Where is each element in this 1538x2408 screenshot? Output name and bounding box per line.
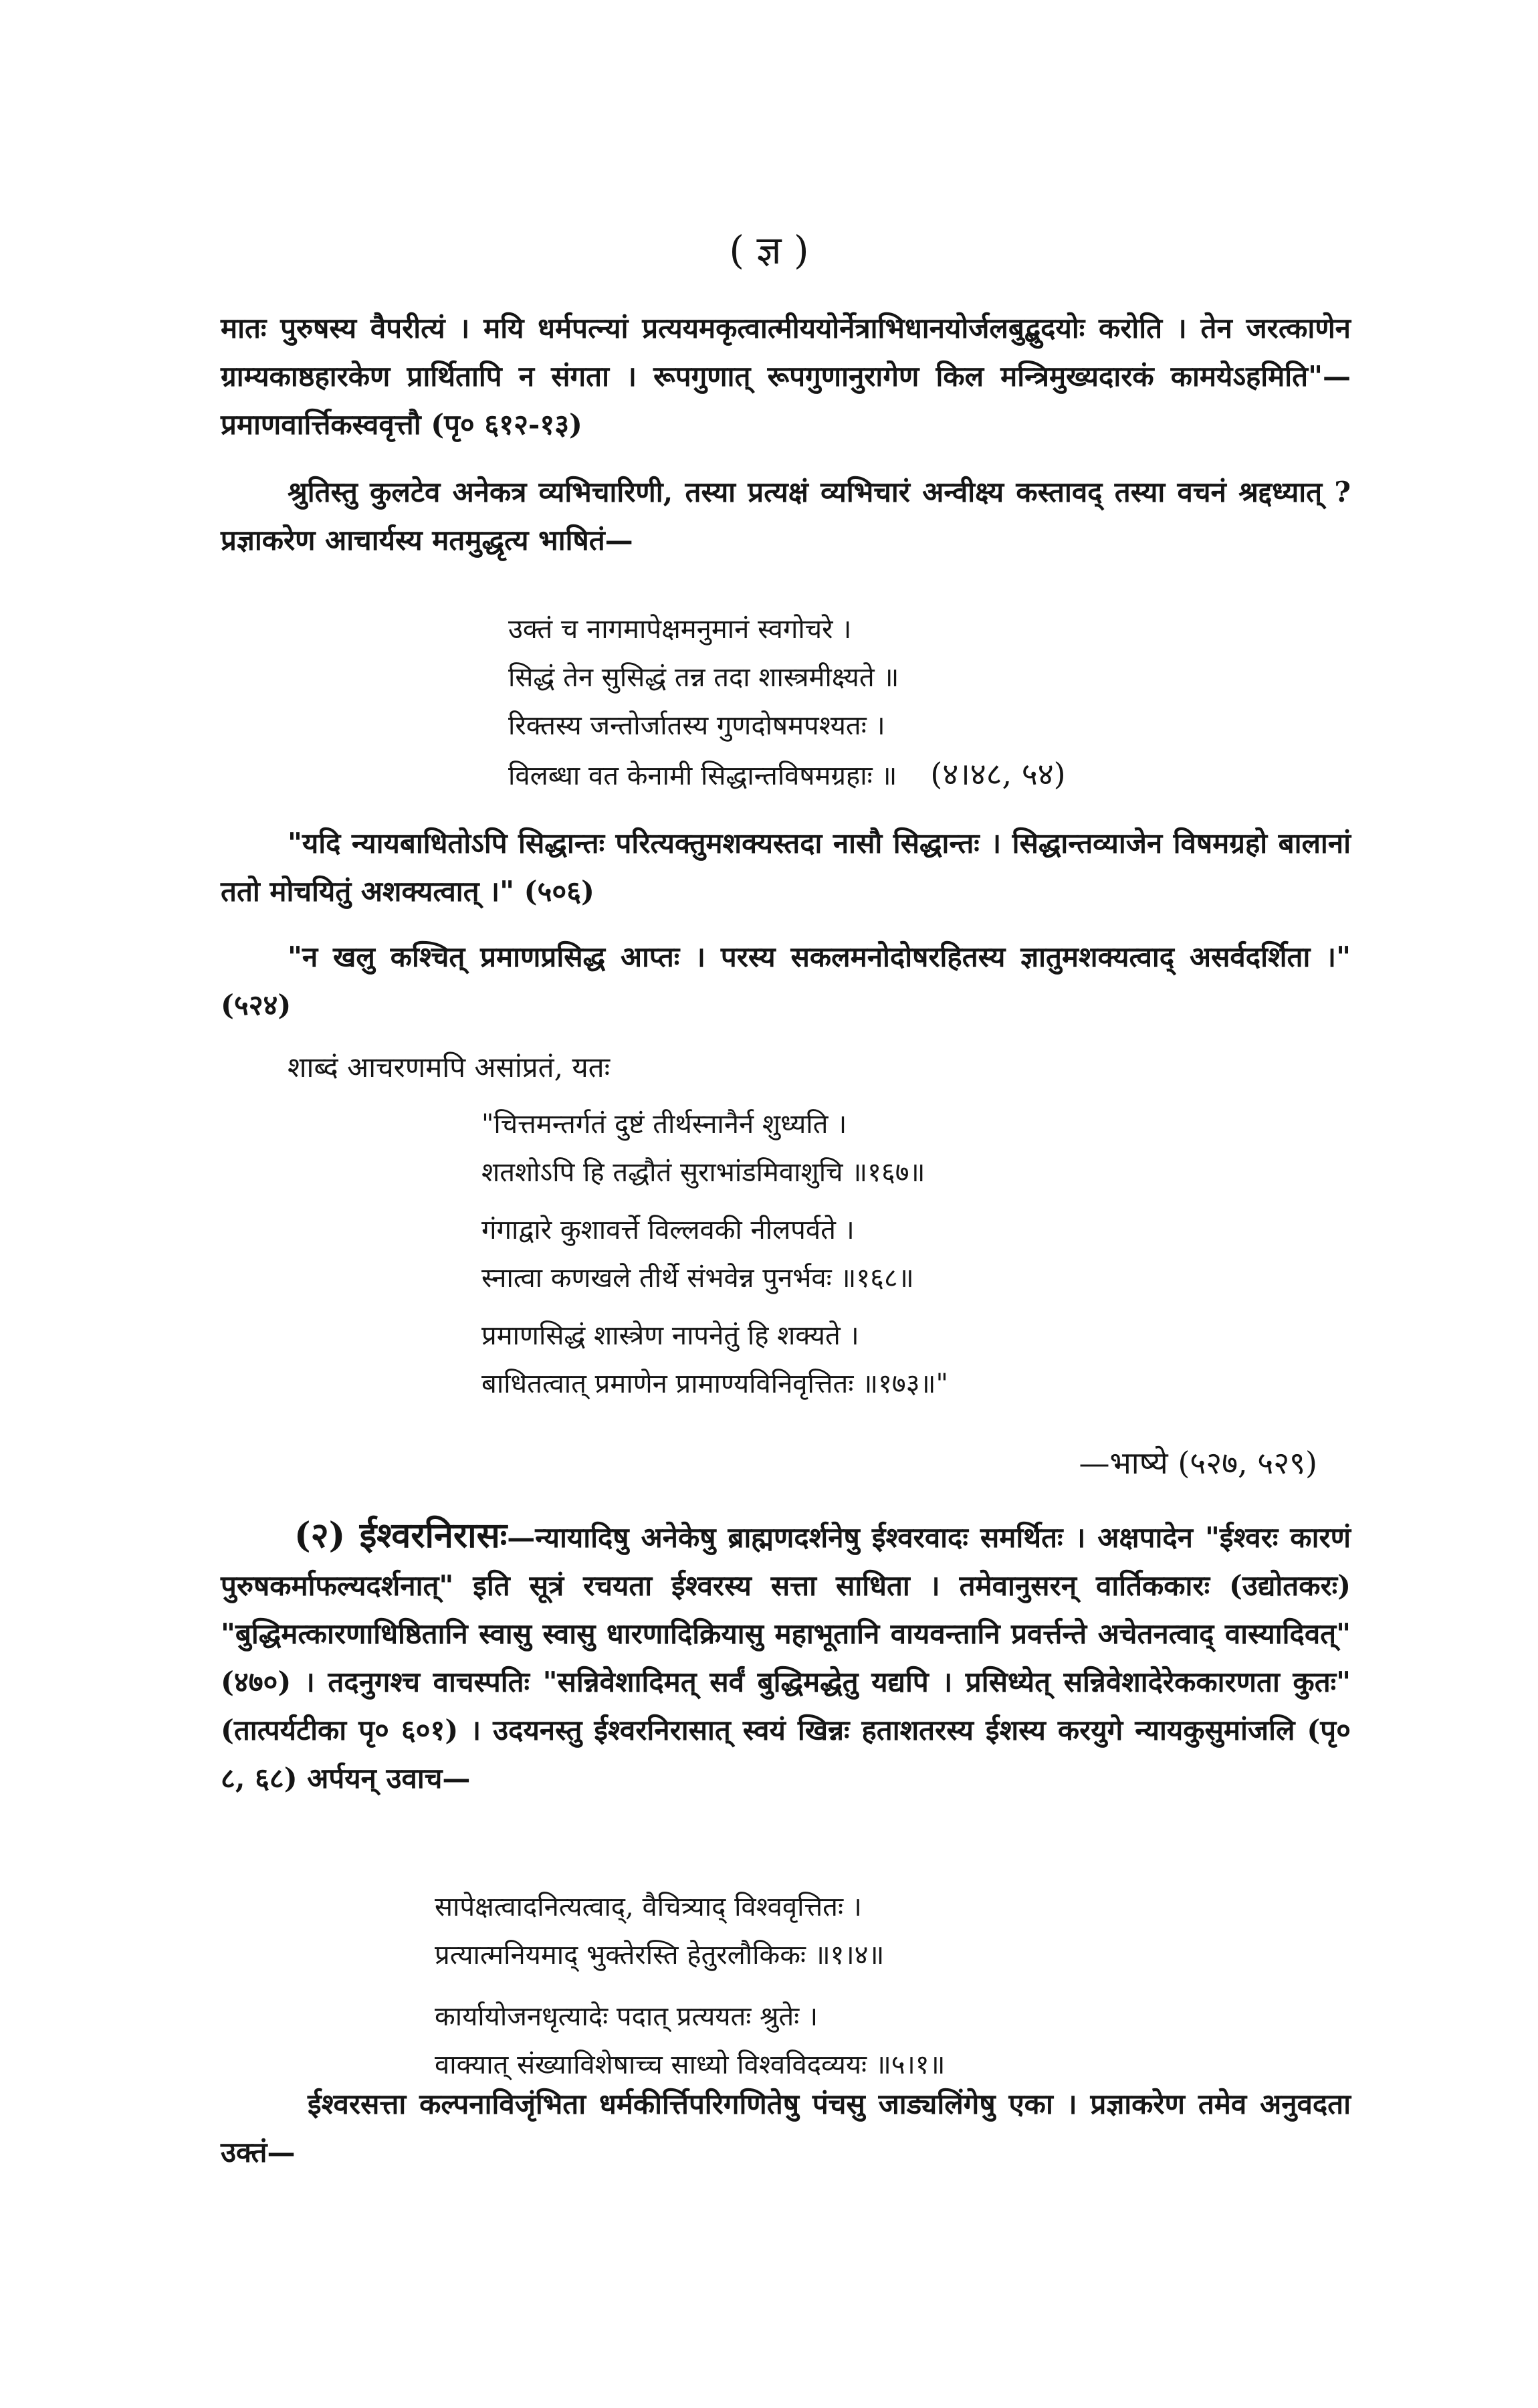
- page-number: ( ज्ञ ): [729, 227, 809, 273]
- verse-line: शतशोऽपि हि तद्धौतं सुराभांडमिवाशुचि ॥१६७॥: [481, 1157, 925, 1188]
- verse-line: प्रत्यात्मनियमाद् भुक्तेरस्ति हेतुरलौकिकः ॥१।४॥: [435, 1940, 885, 1971]
- paragraph-text: शाब्दं आचरणमपि असांप्रतं, यतः: [288, 1051, 611, 1084]
- verse-line: स्नात्वा कणखले तीर्थे संभवेन्न पुनर्भवः ॥१६८॥: [481, 1263, 914, 1294]
- paragraph-apta-quote: [221, 933, 1351, 1029]
- paragraph-nyaya-quote: [221, 819, 1351, 916]
- verse-line: बाधितत्वात् प्रमाणेन प्रामाण्यविनिवृत्तितः ॥१७३॥": [481, 1369, 948, 1399]
- verse-line: प्रमाणसिद्धं शास्त्रेण नापनेतुं हि शक्यते ।: [481, 1320, 859, 1351]
- verse-reference: (४।४८, ५४): [930, 756, 1066, 792]
- verse-line: वाक्यात् संख्याविशेषाच्च साध्यो विश्वविदव्ययः ॥५।१॥: [435, 2049, 946, 2080]
- section-ishvara-nirasa: [221, 1512, 1351, 1803]
- verse-block-bhashya: [481, 1100, 948, 1408]
- paragraph-lead-in: [221, 1043, 1351, 1092]
- paragraph-text: श्रुतिस्तु कुलटेव अनेकत्र व्यभिचारिणी, तस्या प्रत्यक्षं व्यभिचारं अन्वीक्ष्य कस्तावद् तस्या वचनं श्रद्दध्यात् ? प्रज्ञाकरेण आचार्यस्य मतमुद्धृत्य भाषितं—: [221, 476, 1351, 557]
- verse-block-nyayakusumanjali: [435, 1883, 946, 2089]
- verse-line: उक्तं च नागमापेक्षमनुमानं स्वगोचरे ।: [508, 614, 852, 645]
- paragraph-text: ईश्वरसत्ता कल्पनाविजृंभिता धर्मकीर्त्तिपरिगणितेषु पंचसु जाड्यलिंगेषु एका । प्रज्ञाकरेण तमेव अनुवदता उक्तं—: [221, 2088, 1351, 2169]
- verse-line: "चित्तमन्तर्गतं दुष्टं तीर्थस्नानैर्न शुध्यति ।: [481, 1109, 847, 1140]
- verse-line: कार्यायोजनधृत्यादेः पदात् प्रत्ययतः श्रुतेः ।: [435, 2001, 818, 2032]
- paragraph-text: "न खलु कश्चित् प्रमाणप्रसिद्ध आप्तः । परस्य सकलमनोदोषरहितस्य ज्ञातुमशक्यत्वाद् असर्वदर्शिता ।" (५२४): [221, 940, 1351, 1021]
- verse-line: विलब्धा वत केनामी सिद्धान्तविषमग्रहाः ॥ (४।४८, ५४): [508, 750, 1066, 800]
- paragraph-shruti: [221, 468, 1351, 565]
- verse-line: सापेक्षत्वादनित्यत्वाद्, वैचित्र्याद् विश्ववृत्तितः ।: [435, 1892, 862, 1922]
- paragraph-text: "यदि न्यायबाधितोऽपि सिद्धान्तः परित्यक्तुमशक्यस्तदा नासौ सिद्धान्तः । सिद्धान्तव्याजेन विषमग्रहो बालानां ततो मोचयितुं अशक्यत्वात् ।" (५०६): [221, 827, 1351, 908]
- verse-line: गंगाद्वारे कुशावर्त्ते विल्लवकी नीलपर्वते ।: [481, 1215, 855, 1245]
- paragraph-ishvara-satta: [221, 2080, 1351, 2177]
- verse-line: रिक्तस्य जन्तोर्जातस्य गुणदोषमपश्यतः ।: [508, 710, 885, 741]
- verse-block-pramanavarttika: [508, 605, 1066, 800]
- section-text: —न्यायादिषु अनेकेषु ब्राह्मणदर्शनेषु ईश्वरवादः समर्थितः । अक्षपादेन "ईश्वरः कारणं पुरुषकर्माफल्यदर्शनात्" इति सूत्रं रचयता ईश्वरस्य सत्ता साधिता । तमेवानुसरन् वार्तिककारः (उद्योतकरः) "बुद्धिमत्कारणाधिष्ठितानि स्वासु स्वासु धारणादिक्रियासु महाभूतानि वायवन्तानि प्रवर्त्तन्ते अचेतनत्वाद् वास्यादिवत्" (४७०) । तदनुगश्च वाचस्पतिः "सन्निवेशादिमत् सर्वं बुद्धिमद्धेतु यद्यपि । प्रसिध्येत् सन्निवेशादेरेककारणता कुतः" (तात्पर्यटीका पृ० ६०१) । उदयनस्तु ईश्वरनिरासात् स्वयं खिन्नः हताशतरस्य ईशस्य करयुगे न्यायकुसुमांजलि (पृ० ८, ६८) अर्पयन् उवाच—: [221, 1521, 1351, 1795]
- verse-line: सिद्धं तेन सुसिद्धं तन्न तदा शास्त्रमीक्ष्यते ॥: [508, 662, 899, 693]
- paragraph-quote-continuation: [221, 304, 1351, 449]
- section-heading: (२) ईश्वरनिरासः: [294, 1515, 508, 1556]
- paragraph-text: मातः पुरुषस्य वैपरीत्यं । मयि धर्मपत्न्यां प्रत्ययमकृत्वात्मीययोर्नेत्राभिधानयोर्जलबुद्बुदयोः करोति । तेन जरत्काणेन ग्राम्यकाष्ठहारकेण प्रार्थितापि न संगता । रूपगुणात् रूपगुणानुरागेण किल मन्त्रिमुख्यदारकं कामयेऽहमिति"—प्रमाणवार्त्तिकस्ववृत्तौ (पृ० ६१२-१३): [221, 312, 1351, 441]
- bhashya-reference: —भाष्ये (५२७, ५२९): [1079, 1445, 1317, 1481]
